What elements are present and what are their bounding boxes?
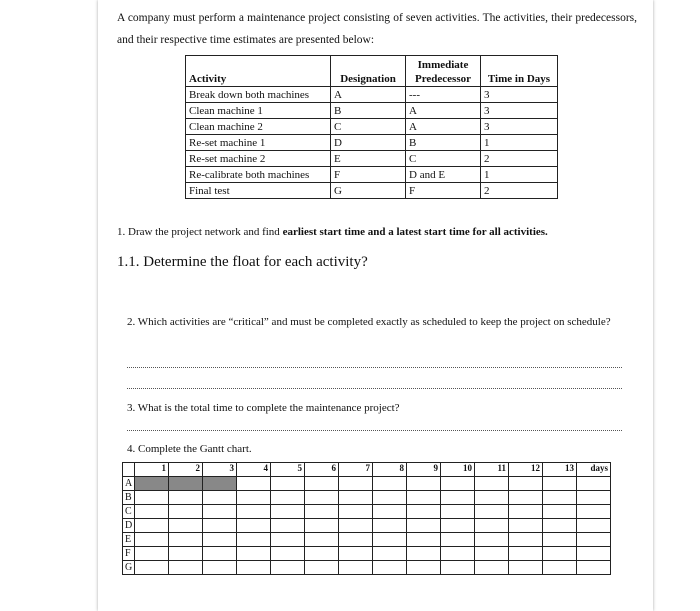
- gantt-cell[interactable]: [407, 547, 441, 561]
- cell-predecessor: B: [406, 135, 481, 151]
- gantt-cell[interactable]: [271, 547, 305, 561]
- gantt-day-label: 5: [271, 463, 305, 477]
- gantt-cell[interactable]: [509, 519, 543, 533]
- gantt-cell[interactable]: [577, 519, 611, 533]
- gantt-cell[interactable]: [407, 519, 441, 533]
- gantt-cell[interactable]: [373, 533, 407, 547]
- header-time: [481, 56, 558, 87]
- gantt-cell[interactable]: [135, 519, 169, 533]
- gantt-cell[interactable]: [169, 533, 203, 547]
- gantt-cell[interactable]: [509, 547, 543, 561]
- gantt-header-row: [123, 463, 611, 477]
- gantt-cell[interactable]: [373, 477, 407, 491]
- gantt-day-label: 7: [339, 463, 373, 477]
- activities-table: [185, 55, 558, 199]
- gantt-cell[interactable]: [441, 547, 475, 561]
- gantt-cell-filled[interactable]: [203, 477, 237, 491]
- header-activity: [186, 56, 331, 87]
- gantt-cell[interactable]: [135, 491, 169, 505]
- gantt-activity-label: G: [123, 561, 135, 575]
- gantt-cell[interactable]: [543, 505, 577, 519]
- gantt-activity-label: F: [123, 547, 135, 561]
- gantt-day-label: 8: [373, 463, 407, 477]
- cell-activity: Clean machine 2: [186, 119, 331, 135]
- gantt-cell[interactable]: [271, 505, 305, 519]
- gantt-activity-label: E: [123, 533, 135, 547]
- cell-time: 3: [481, 87, 558, 103]
- gantt-cell[interactable]: [203, 561, 237, 575]
- gantt-cell[interactable]: [407, 477, 441, 491]
- gantt-cell[interactable]: [237, 491, 271, 505]
- gantt-cell[interactable]: [135, 533, 169, 547]
- header-activity-text: Activity: [189, 73, 227, 85]
- cell-time: 1: [481, 135, 558, 151]
- gantt-cell[interactable]: [203, 533, 237, 547]
- gantt-day-label: 10: [441, 463, 475, 477]
- gantt-day-label: 4: [237, 463, 271, 477]
- cell-activity: Break down both machines: [186, 87, 331, 103]
- gantt-cell[interactable]: [271, 533, 305, 547]
- gantt-cell[interactable]: [169, 519, 203, 533]
- gantt-cell[interactable]: [543, 491, 577, 505]
- cell-activity: Final test: [186, 183, 331, 199]
- header-predecessor-top: Immediate: [417, 59, 469, 71]
- gantt-cell[interactable]: [237, 505, 271, 519]
- cell-designation: B: [331, 103, 406, 119]
- cell-activity: Re-set machine 1: [186, 135, 331, 151]
- gantt-cell[interactable]: [271, 491, 305, 505]
- cell-time: 2: [481, 151, 558, 167]
- gantt-cell[interactable]: [441, 561, 475, 575]
- header-designation-text: Designation: [340, 73, 396, 85]
- gantt-cell[interactable]: [373, 547, 407, 561]
- gantt-chart: [122, 462, 611, 575]
- gantt-cell[interactable]: [441, 519, 475, 533]
- gantt-cell[interactable]: [475, 505, 509, 519]
- header-predecessor-text: Predecessor: [415, 73, 471, 85]
- cell-predecessor: A: [406, 119, 481, 135]
- gantt-cell[interactable]: [271, 561, 305, 575]
- gantt-cell[interactable]: [509, 477, 543, 491]
- gantt-cell[interactable]: [169, 547, 203, 561]
- cell-time: 3: [481, 119, 558, 135]
- gantt-row: [123, 561, 611, 575]
- cell-predecessor: F: [406, 183, 481, 199]
- header-time-text: Time in Days: [487, 73, 551, 85]
- gantt-cell[interactable]: [169, 561, 203, 575]
- cell-activity: Clean machine 1: [186, 103, 331, 119]
- gantt-cell[interactable]: [373, 519, 407, 533]
- cell-designation: D: [331, 135, 406, 151]
- question-1-bold: earliest start time and a latest start time for all activities.: [282, 226, 548, 238]
- gantt-day-label: 13: [543, 463, 577, 477]
- gantt-cell[interactable]: [577, 505, 611, 519]
- gantt-cell[interactable]: [237, 547, 271, 561]
- question-2: 2. Which activities are “critical” and must be completed exactly as scheduled to keep the project on schedule?: [127, 316, 611, 328]
- gantt-cell[interactable]: [169, 505, 203, 519]
- table-row: [186, 167, 558, 183]
- cell-designation: A: [331, 87, 406, 103]
- header-predecessor: [406, 56, 481, 87]
- gantt-cell[interactable]: [577, 533, 611, 547]
- table-row: [186, 135, 558, 151]
- gantt-cell[interactable]: [339, 547, 373, 561]
- table-row: [186, 87, 558, 103]
- gantt-cell[interactable]: [475, 477, 509, 491]
- gantt-cell[interactable]: [305, 533, 339, 547]
- question-1: [117, 226, 548, 238]
- cell-predecessor: ---: [406, 87, 481, 103]
- gantt-cell[interactable]: [203, 547, 237, 561]
- gantt-cell[interactable]: [407, 533, 441, 547]
- cell-predecessor: C: [406, 151, 481, 167]
- gantt-cell[interactable]: [441, 477, 475, 491]
- gantt-cell[interactable]: [339, 477, 373, 491]
- gantt-cell[interactable]: [271, 477, 305, 491]
- gantt-cell[interactable]: [135, 561, 169, 575]
- gantt-cell[interactable]: [543, 561, 577, 575]
- gantt-cell[interactable]: [441, 505, 475, 519]
- gantt-cell[interactable]: [407, 491, 441, 505]
- gantt-cell[interactable]: [509, 505, 543, 519]
- gantt-cell[interactable]: [237, 477, 271, 491]
- question-4: 4. Complete the Gantt chart.: [127, 443, 252, 455]
- table-header-row: [186, 56, 558, 87]
- gantt-cell[interactable]: [577, 477, 611, 491]
- gantt-corner: [123, 463, 135, 477]
- gantt-day-label: 9: [407, 463, 441, 477]
- cell-activity: Re-calibrate both machines: [186, 167, 331, 183]
- gantt-day-label: 2: [169, 463, 203, 477]
- cell-activity: Re-set machine 2: [186, 151, 331, 167]
- gantt-cell[interactable]: [203, 505, 237, 519]
- cell-predecessor: D and E: [406, 167, 481, 183]
- gantt-cell[interactable]: [509, 491, 543, 505]
- gantt-cell[interactable]: [305, 561, 339, 575]
- question-1-text: 1. Draw the project network and find: [117, 226, 283, 238]
- gantt-activity-label: A: [123, 477, 135, 491]
- gantt-cell[interactable]: [373, 561, 407, 575]
- answer-line[interactable]: [127, 388, 622, 389]
- table-row: [186, 119, 558, 135]
- gantt-activity-label: D: [123, 519, 135, 533]
- gantt-cell[interactable]: [339, 519, 373, 533]
- gantt-cell[interactable]: [577, 547, 611, 561]
- header-designation: [331, 56, 406, 87]
- gantt-activity-label: B: [123, 491, 135, 505]
- intro-paragraph: A company must perform a maintenance project consisting of seven activities. The activities, their predecessors, and their respective time estimates are presented below:: [117, 12, 637, 46]
- gantt-cell[interactable]: [305, 491, 339, 505]
- gantt-cell[interactable]: [577, 561, 611, 575]
- answer-line[interactable]: [127, 430, 622, 431]
- cell-designation: F: [331, 167, 406, 183]
- gantt-cell[interactable]: [203, 491, 237, 505]
- gantt-cell[interactable]: [305, 519, 339, 533]
- gantt-row: [123, 491, 611, 505]
- gantt-cell[interactable]: [475, 561, 509, 575]
- gantt-days-label: days: [577, 463, 611, 477]
- answer-line[interactable]: [127, 367, 622, 368]
- question-1-1: 1.1. Determine the float for each activity?: [117, 254, 368, 270]
- gantt-cell[interactable]: [135, 547, 169, 561]
- gantt-cell[interactable]: [135, 505, 169, 519]
- gantt-cell[interactable]: [203, 519, 237, 533]
- gantt-day-label: 1: [135, 463, 169, 477]
- gantt-cell[interactable]: [339, 491, 373, 505]
- cell-designation: C: [331, 119, 406, 135]
- gantt-day-label: 3: [203, 463, 237, 477]
- gantt-cell[interactable]: [509, 533, 543, 547]
- cell-predecessor: A: [406, 103, 481, 119]
- gantt-cell[interactable]: [339, 505, 373, 519]
- gantt-cell[interactable]: [237, 533, 271, 547]
- gantt-cell[interactable]: [237, 519, 271, 533]
- gantt-cell[interactable]: [543, 547, 577, 561]
- table-row: [186, 103, 558, 119]
- gantt-cell[interactable]: [475, 491, 509, 505]
- gantt-row: [123, 477, 611, 491]
- gantt-cell-filled[interactable]: [135, 477, 169, 491]
- gantt-cell[interactable]: [543, 533, 577, 547]
- gantt-cell[interactable]: [271, 519, 305, 533]
- gantt-cell[interactable]: [475, 519, 509, 533]
- gantt-day-label: 6: [305, 463, 339, 477]
- gantt-day-label: 11: [475, 463, 509, 477]
- gantt-cell[interactable]: [305, 547, 339, 561]
- gantt-cell[interactable]: [475, 547, 509, 561]
- question-3: 3. What is the total time to complete the maintenance project?: [127, 402, 400, 414]
- gantt-cell[interactable]: [577, 491, 611, 505]
- gantt-cell[interactable]: [305, 505, 339, 519]
- cell-time: 3: [481, 103, 558, 119]
- table-row: [186, 183, 558, 199]
- gantt-cell[interactable]: [475, 533, 509, 547]
- gantt-cell[interactable]: [543, 519, 577, 533]
- gantt-cell[interactable]: [339, 561, 373, 575]
- table-row: [186, 151, 558, 167]
- gantt-cell[interactable]: [543, 477, 577, 491]
- gantt-cell[interactable]: [441, 533, 475, 547]
- gantt-cell[interactable]: [305, 477, 339, 491]
- cell-time: 2: [481, 183, 558, 199]
- gantt-activity-label: C: [123, 505, 135, 519]
- cell-designation: E: [331, 151, 406, 167]
- gantt-cell[interactable]: [509, 561, 543, 575]
- gantt-cell[interactable]: [441, 491, 475, 505]
- gantt-cell-filled[interactable]: [169, 477, 203, 491]
- cell-designation: G: [331, 183, 406, 199]
- gantt-cell[interactable]: [407, 561, 441, 575]
- gantt-cell[interactable]: [373, 505, 407, 519]
- gantt-day-label: 12: [509, 463, 543, 477]
- gantt-cell[interactable]: [407, 505, 441, 519]
- gantt-row: [123, 505, 611, 519]
- gantt-cell[interactable]: [373, 491, 407, 505]
- gantt-row: [123, 533, 611, 547]
- gantt-cell[interactable]: [169, 491, 203, 505]
- gantt-row: [123, 519, 611, 533]
- gantt-row: [123, 547, 611, 561]
- cell-time: 1: [481, 167, 558, 183]
- gantt-cell[interactable]: [339, 533, 373, 547]
- gantt-cell[interactable]: [237, 561, 271, 575]
